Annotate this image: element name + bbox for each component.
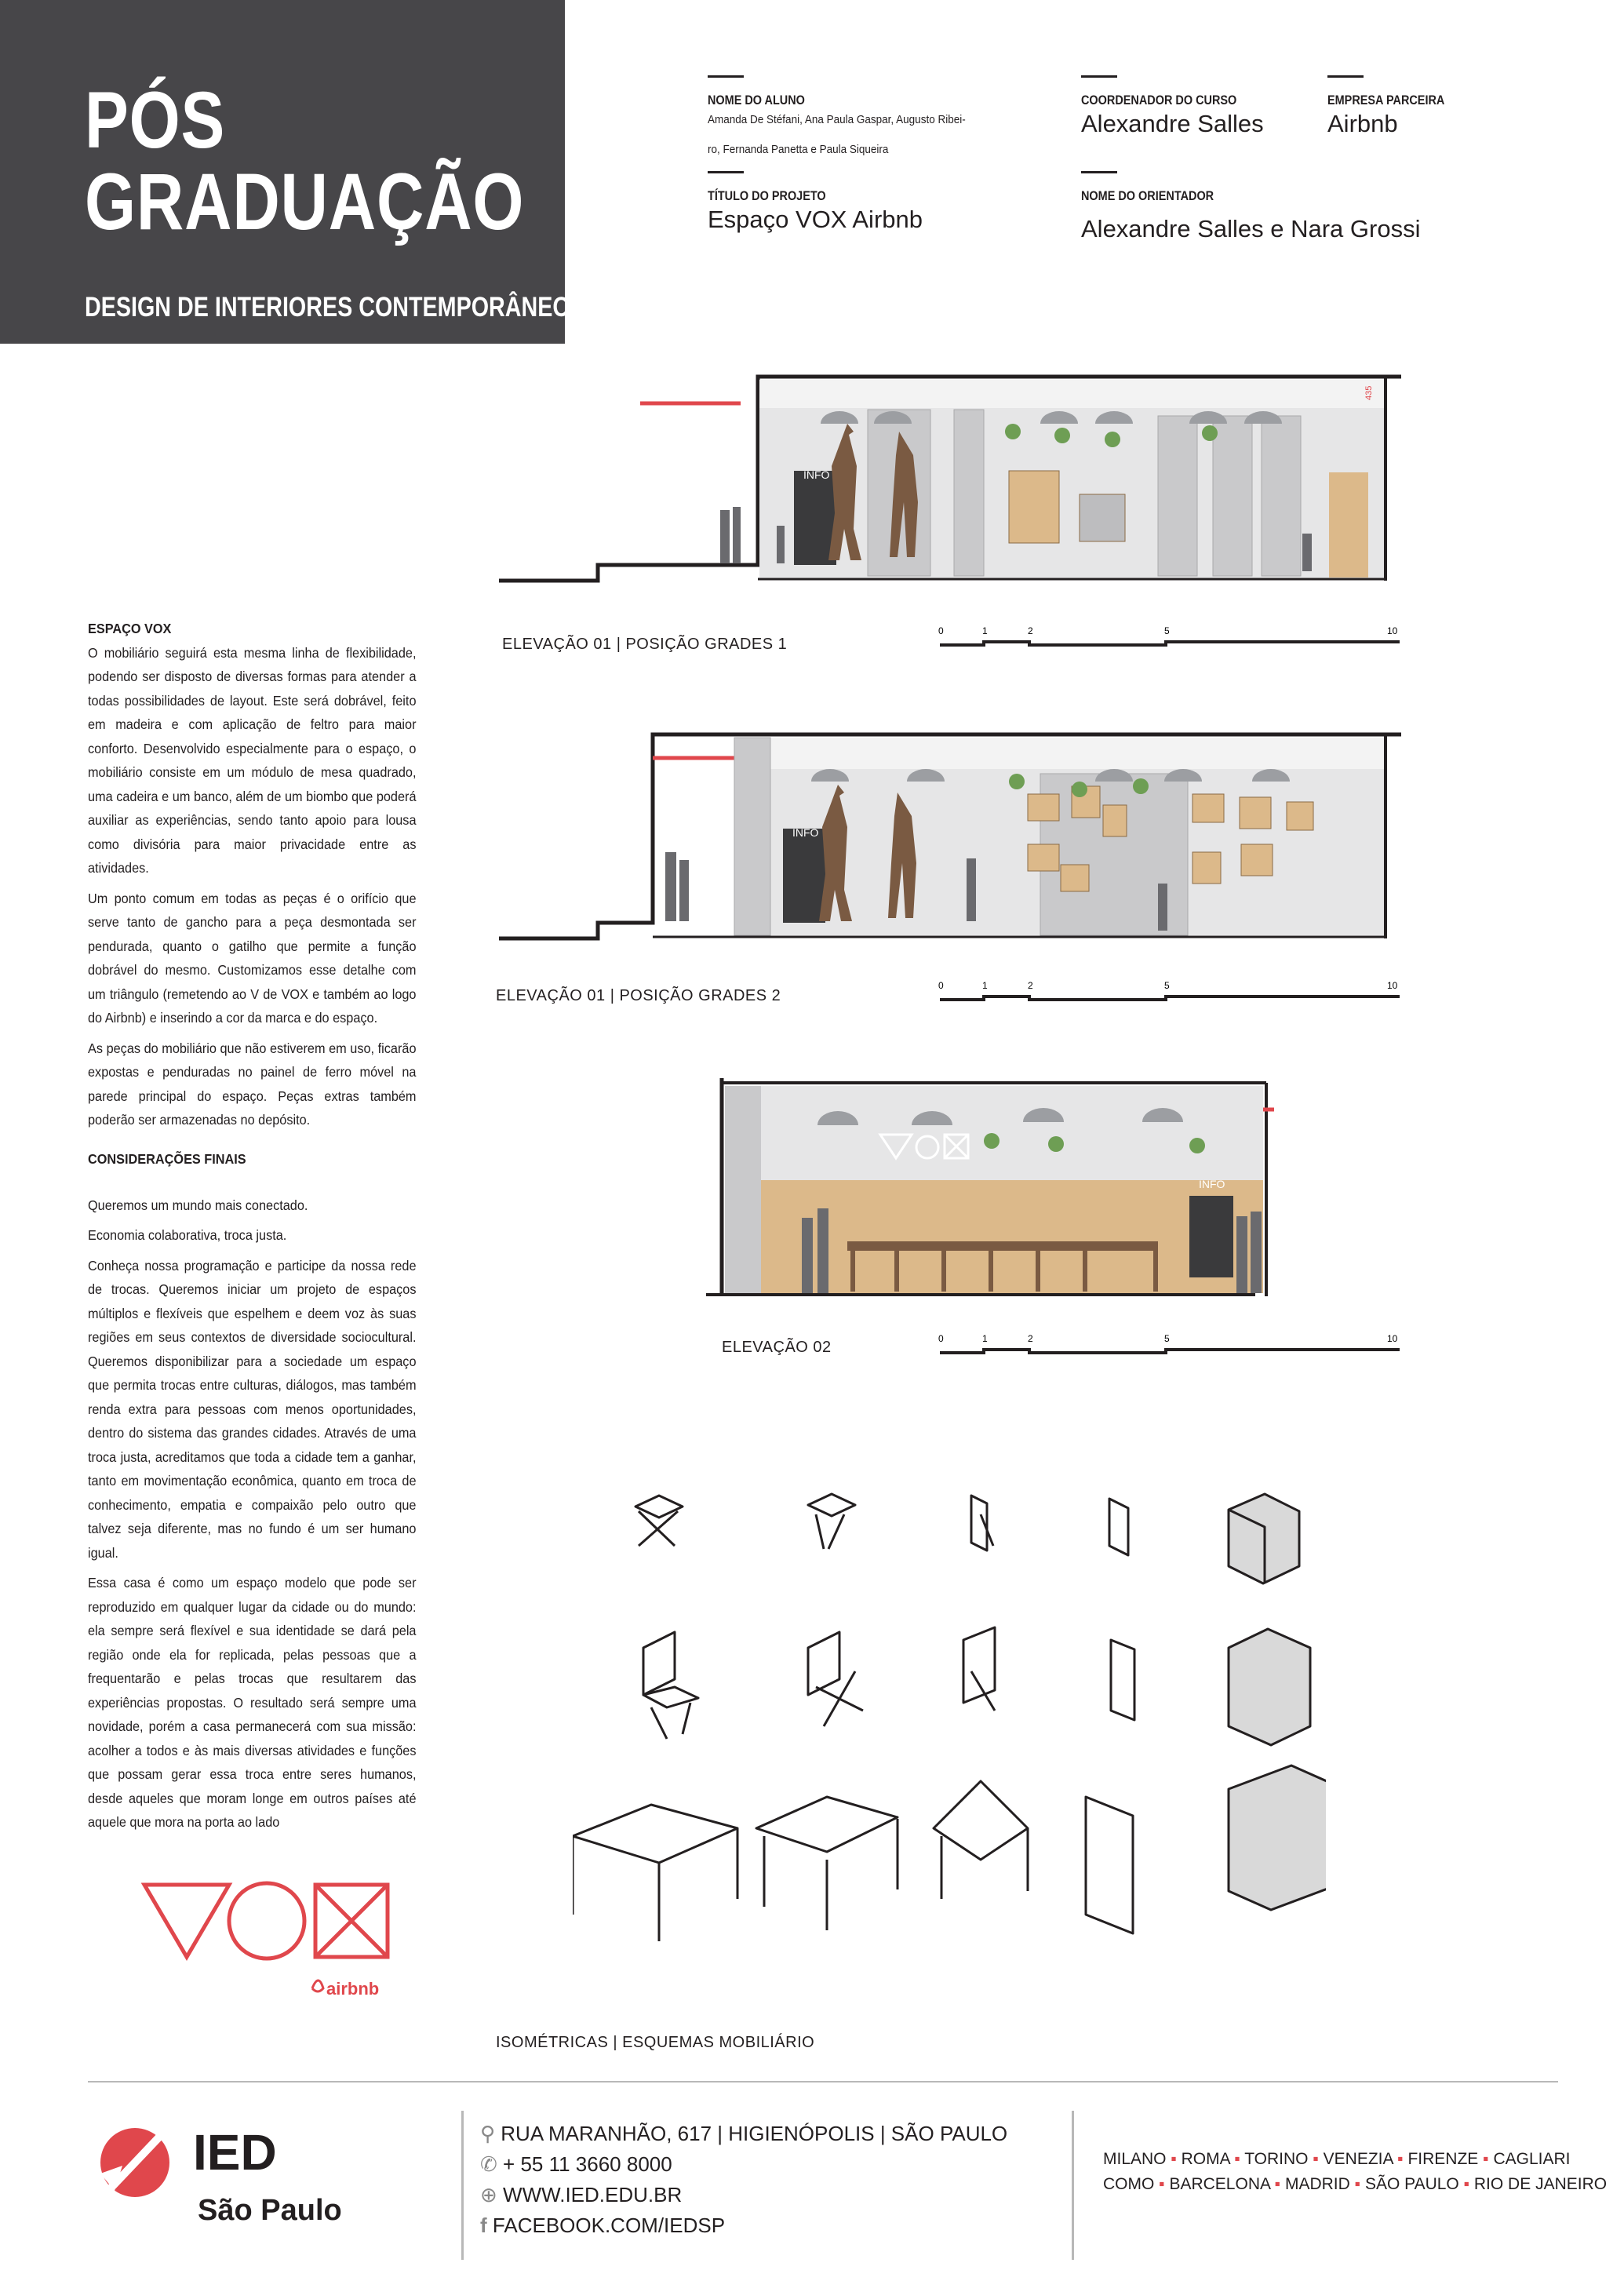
- city-name: FIRENZE: [1407, 2150, 1479, 2168]
- stool-folding-2: [971, 1496, 993, 1550]
- footer-separator: [1072, 2111, 1074, 2260]
- divider: [1081, 171, 1117, 173]
- partner-name: Airbnb: [1327, 110, 1398, 137]
- section-title-consideracoes: CONSIDERAÇÕES FINAIS: [88, 1151, 246, 1167]
- address: RUA MARANHÃO, 617 | HIGIENÓPOLIS | SÃO PAULO: [501, 2122, 1008, 2145]
- header-block: [0, 0, 570, 344]
- city-name: RIO DE JANEIRO: [1473, 2175, 1608, 2193]
- ied-city: São Paulo: [198, 2194, 342, 2227]
- divider: [708, 171, 744, 173]
- stool-folding: [808, 1494, 855, 1549]
- paragraph: Essa casa é como um espaço modelo que pode ser reproduzido em qualquer lugar da cidade ou do mundo: ela sempre será flexível e sua identidade se dará pela região onde ela for replicada, pelas pessoas que a frequentarão e pelas trocas que resultarem das experiências propostas. O resultado será sempre uma novidade, porém a casa permanecerá com sua missão: acolher a todos e às mais diversas atividades e funções que possam gerar essa troca entre seres humanos, desde aqueles que moram longe em outros países até aquele que mora na porta ao lado: [88, 1575, 417, 1830]
- scale-tick-label: 2: [1028, 626, 1033, 636]
- stool-folded: [1109, 1499, 1128, 1555]
- scale-tick-label: 10: [1387, 626, 1398, 636]
- info-sign: INFO: [803, 468, 830, 481]
- cities-line-2: [1103, 2172, 1607, 2197]
- city-separator-icon: ▪: [1269, 2175, 1285, 2193]
- city-name: COMO: [1103, 2175, 1155, 2193]
- title-line1: PÓS: [85, 75, 226, 165]
- table-folding-2: [934, 1781, 1028, 1899]
- scale-bar-1: [938, 626, 1409, 650]
- ied-wordmark: IED: [193, 2124, 277, 2181]
- student-label: NOME DO ALUNO: [708, 93, 805, 107]
- city-separator-icon: ▪: [1349, 2175, 1365, 2193]
- scale-tick-label: 1: [982, 1334, 988, 1344]
- paragraph: Economia colaborativa, troca justa.: [88, 1227, 287, 1243]
- city-separator-icon: ▪: [1393, 2150, 1408, 2168]
- city-separator-icon: ▪: [1166, 2150, 1182, 2168]
- city-separator-icon: ▪: [1478, 2150, 1494, 2168]
- scale-bar-2: [938, 981, 1409, 1004]
- scale-tick-label: 0: [938, 981, 944, 991]
- scale-tick-label: 1: [982, 981, 988, 991]
- paragraph: Um ponto comum em todas as peças é o orifício que serve tanto de gancho para a peça desmontada ser pendurada, quanto o gatilho que permite a função dobrável do mesmo. Customizamos esse detalhe com um triângulo (remetendo ao V de VOX e também ao logo do Airbnb) e inserindo a cor da marca e do espaço.: [88, 890, 417, 1026]
- scale-tick-label: 5: [1164, 1334, 1170, 1344]
- description-consideracoes: [88, 1147, 417, 1841]
- ied-logo-icon: [91, 2119, 185, 2205]
- city-separator-icon: ▪: [1308, 2150, 1324, 2168]
- caption-elevation-1: ELEVAÇÃO 01 | POSIÇÃO GRADES 1: [502, 636, 788, 653]
- section-title-espaco: ESPAÇO VOX: [88, 621, 172, 636]
- divider: [1081, 75, 1117, 78]
- scale-bar-3: [938, 1334, 1409, 1357]
- stool-open: [635, 1496, 683, 1546]
- paragraph: Queremos um mundo mais conectado.: [88, 1197, 308, 1213]
- partner-label: EMPRESA PARCEIRA: [1327, 93, 1445, 107]
- scale-tick-label: 10: [1387, 981, 1398, 991]
- advisor-name: Alexandre Salles e Nara Grossi: [1081, 215, 1421, 242]
- ied-cities: [1103, 2147, 1607, 2197]
- info-sign: INFO: [792, 826, 819, 839]
- description-espaco-vox: [88, 617, 417, 1139]
- caption-isometric: ISOMÉTRICAS | ESQUEMAS MOBILIÁRIO: [496, 2034, 815, 2051]
- elevation-01-grades-2: [499, 727, 1401, 946]
- scale-tick-label: 5: [1164, 626, 1170, 636]
- city-name: SÃO PAULO: [1364, 2175, 1459, 2193]
- chair-folding-2: [963, 1627, 995, 1711]
- table-stack: [1229, 1765, 1326, 1910]
- scale-tick-label: 0: [938, 626, 944, 636]
- city-name: BARCELONA: [1169, 2175, 1270, 2193]
- contact-block: [480, 2119, 1007, 2241]
- project-label: TÍTULO DO PROJETO: [708, 188, 826, 203]
- coordinator-name: Alexandre Salles: [1081, 110, 1264, 137]
- isometric-furniture: [573, 1491, 1326, 2040]
- city-separator-icon: ▪: [1458, 2175, 1474, 2193]
- globe-icon: ⊕: [480, 2183, 497, 2206]
- table-folded: [1086, 1797, 1133, 1933]
- elevation-01-grades-1: [499, 369, 1401, 588]
- city-name: VENEZIA: [1323, 2150, 1393, 2168]
- project-title: Espaço VOX Airbnb: [708, 206, 923, 233]
- advisor-label: NOME DO ORIENTADOR: [1081, 188, 1214, 203]
- elevation-02: [706, 1078, 1279, 1306]
- chair-stack: [1229, 1629, 1310, 1745]
- paragraph: As peças do mobiliário que não estiverem em uso, ficarão expostas e penduradas no painel de ferro móvel na parede principal do espaço. Peças extras também poderão ser armazenadas no depósito.: [88, 1040, 417, 1128]
- chair-folding: [808, 1632, 863, 1726]
- chair-folded: [1111, 1640, 1134, 1720]
- city-name: CAGLIARI: [1493, 2150, 1571, 2168]
- cities-line-1: [1103, 2147, 1607, 2172]
- footer-divider: [88, 2081, 1558, 2082]
- scale-tick-label: 0: [938, 1334, 944, 1344]
- divider: [1327, 75, 1364, 78]
- phone-icon: ✆: [480, 2152, 497, 2176]
- scale-tick-label: 5: [1164, 981, 1170, 991]
- table-folding: [756, 1797, 898, 1930]
- dimension-label: 435: [1364, 385, 1374, 400]
- city-name: ROMA: [1181, 2150, 1230, 2168]
- facebook-icon: f: [480, 2214, 487, 2237]
- coordinator-label: COORDENADOR DO CURSO: [1081, 93, 1237, 107]
- city-separator-icon: ▪: [1229, 2150, 1245, 2168]
- student-names-2: ro, Fernanda Panetta e Paula Siqueira: [708, 143, 889, 156]
- table-open: [573, 1805, 737, 1941]
- info-sign: INFO: [1199, 1178, 1225, 1190]
- stool-stack: [1229, 1494, 1299, 1583]
- airbnb-icon: [312, 1980, 323, 1991]
- vox-airbnb-logo: [141, 1880, 392, 2006]
- divider: [708, 75, 744, 78]
- chair-open: [643, 1632, 698, 1739]
- scale-tick-label: 2: [1028, 981, 1033, 991]
- airbnb-wordmark: airbnb: [326, 1979, 380, 1999]
- scale-tick-label: 10: [1387, 1334, 1398, 1344]
- facebook-link[interactable]: FACEBOOK.COM/IEDSP: [492, 2214, 726, 2237]
- location-icon: ⚲: [480, 2122, 496, 2145]
- phone[interactable]: + 55 11 3660 8000: [503, 2152, 672, 2176]
- course-subtitle: DESIGN DE INTERIORES CONTEMPORÂNEO: [85, 292, 570, 322]
- paragraph: O mobiliário seguirá esta mesma linha de flexibilidade, podendo ser disposto de diversas formas para atender a todas possibilidades de layout. Este será dobrável, feito em madeira e com aplicação de feltro para maior conforto. Desenvolvido especialmente para o espaço, o mobiliário consiste em um módulo de mesa quadrado, uma cadeira e um banco, além de um biombo que poderá auxiliar as experiências, sendo tanto apoio para lousa como divisória para maior privacidade entre as atividades.: [88, 644, 417, 876]
- scale-tick-label: 1: [982, 626, 988, 636]
- city-name: MILANO: [1103, 2150, 1167, 2168]
- footer-separator: [461, 2111, 464, 2260]
- scale-tick-label: 2: [1028, 1334, 1033, 1344]
- caption-elevation-2: ELEVAÇÃO 01 | POSIÇÃO GRADES 2: [496, 987, 781, 1004]
- student-names-1: Amanda De Stéfani, Ana Paula Gaspar, Augusto Ribei-: [708, 113, 966, 126]
- caption-elevation-3: ELEVAÇÃO 02: [722, 1339, 832, 1356]
- city-name: MADRID: [1284, 2175, 1350, 2193]
- paragraph: Conheça nossa programação e participe da nossa rede de trocas. Queremos iniciar um projeto de espaços múltiplos e flexíveis que espelhem e deem voz às suas regiões em seus contextos de diversidade sociocultural. Queremos disponibilizar para a sociedade um espaço que permita trocas entre culturas, diálogos, mas também renda extra para pessoas com menos oportunidades, dentro do sistema das grandes cidades. Através de uma troca justa, acreditamos que toda a cidade tem a ganhar, tanto em movimentação econômica, quanto em troca de conhecimento, empatia e compaixão pelo outro que talvez seja diferente, mas no fundo é um ser humano igual.: [88, 1257, 417, 1561]
- city-separator-icon: ▪: [1154, 2175, 1170, 2193]
- website-link[interactable]: WWW.IED.EDU.BR: [503, 2183, 683, 2206]
- title-line2: GRADUAÇÃO: [85, 157, 525, 246]
- city-name: TORINO: [1244, 2150, 1309, 2168]
